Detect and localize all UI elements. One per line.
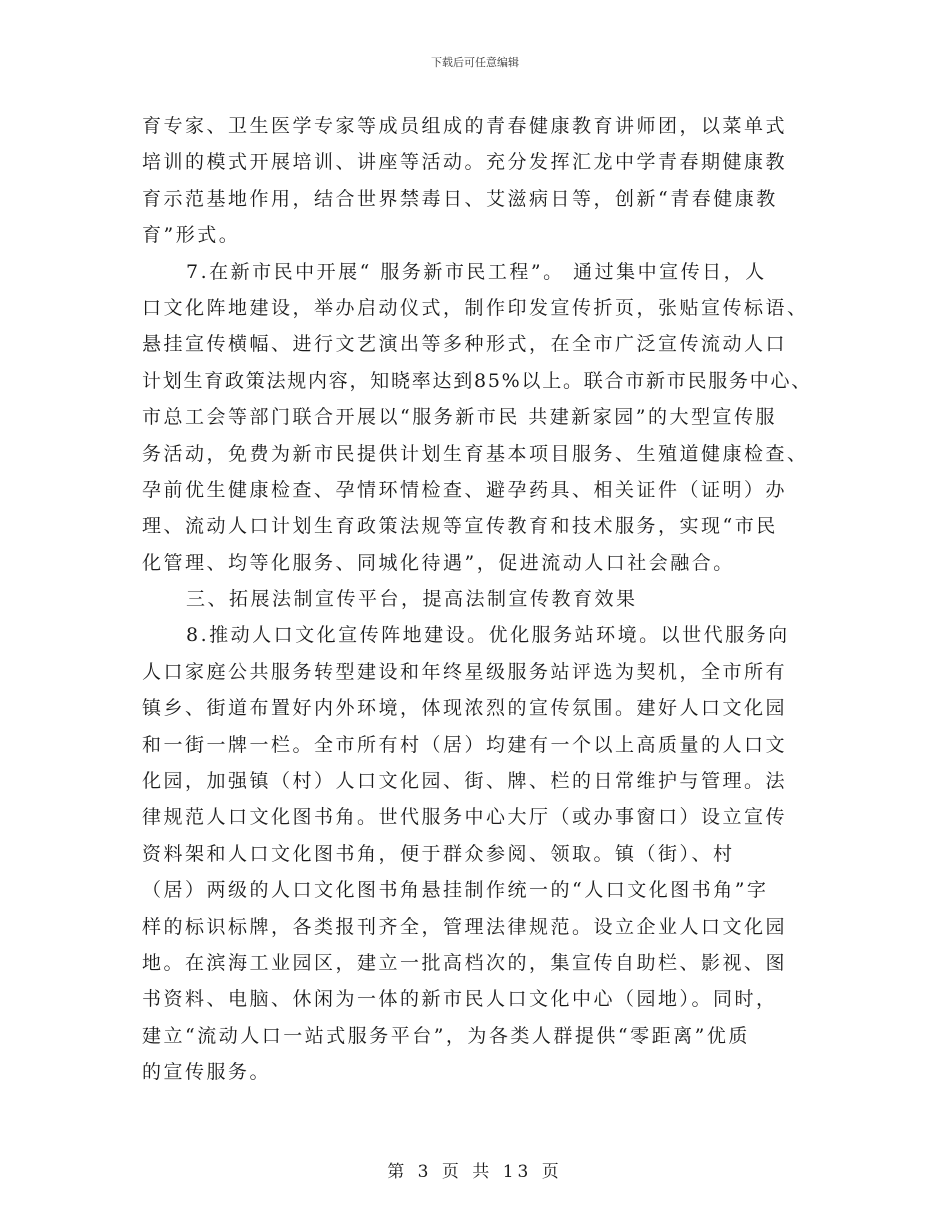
text-line: 孕前优生健康检查、孕情环情检查、避孕药具、相关证件（证明）办 — [142, 478, 788, 501]
text-line: 书资料、电脑、休闲为一体的新市民人口文化中心（园地）。同时， — [142, 988, 778, 1011]
text-line: 镇乡、街道布置好内外环境，体现浓烈的宣传氛围。建好人口文化园 — [142, 697, 788, 720]
text-line: 育专家、卫生医学专家等成员组成的青春健康教育讲师团，以菜单式 — [142, 115, 788, 137]
page-header: 下载后可任意编辑 — [431, 56, 519, 69]
paragraph-start-line: 8.推动人口文化宣传阵地建设。优化服务站环境。以世代服务向 — [186, 624, 790, 647]
text-line: 口文化阵地建设，举办启动仪式，制作印发宣传折页，张贴宣传标语、 — [142, 296, 809, 319]
document-body — [142, 108, 812, 1091]
paragraph-start-line: 7.在新市民中开展“ 服务新市民工程”。 通过集中宣传日，人 — [186, 260, 767, 283]
text-line: （居）两级的人口文化图书角悬挂制作统一的“人口文化图书角”字 — [142, 879, 769, 902]
text-line: 市总工会等部门联合开展以“服务新市民 共建新家园”的大型宣传服 — [142, 406, 777, 429]
text-line: 地。在滨海工业园区，建立一批高档次的，集宣传自助栏、影视、图 — [142, 951, 788, 974]
text-line: 计划生育政策法规内容，知晓率达到85%以上。联合市新市民服务中心、 — [142, 369, 812, 392]
text-line: 培训的模式开展培训、讲座等活动。充分发挥汇龙中学青春期健康教 — [142, 151, 788, 174]
text-line: 理、流动人口计划生育政策法规等宣传教育和技术服务，实现“市民 — [142, 515, 778, 538]
text-line: 律规范人口文化图书角。世代服务中心大厅（或办事窗口）设立宣传 — [142, 806, 788, 829]
text-line: 务活动，免费为新市民提供计划生育基本项目服务、生殖道健康检查、 — [142, 442, 809, 465]
text-line: 化园，加强镇（村）人口文化园、街、牌、栏的日常维护与管理。法 — [142, 770, 788, 793]
text-line: 育示范基地作用，结合世界禁毒日、艾滋病日等，创新“青春健康教 — [142, 187, 778, 210]
text-line: 和一街一牌一栏。全市所有村（居）均建有一个以上高质量的人口文 — [142, 733, 788, 756]
text-line: 样的标识标牌，各类报刊齐全，管理法律规范。设立企业人口文化园 — [142, 915, 788, 938]
text-line: 悬挂宣传横幅、进行文艺演出等多种形式，在全市广泛宣传流动人口 — [142, 333, 788, 356]
text-line: 化管理、均等化服务、同城化待遇”，促进流动人口社会融合。 — [142, 551, 735, 574]
text-line: 资料架和人口文化图书角，便于群众参阅、领取。镇（街）、村 — [142, 842, 735, 865]
page-number-footer: 第 3 页 共 13 页 — [387, 1162, 563, 1182]
text-line: 育”形式。 — [142, 224, 241, 247]
text-line: 人口家庭公共服务转型建设和年终星级服务站评选为契机，全市所有 — [142, 660, 788, 683]
text-line: 的宣传服务。 — [142, 1061, 272, 1084]
section-heading: 三、拓展法制宣传平台，提高法制宣传教育效果 — [186, 588, 638, 611]
text-line: 建立“流动人口一站式服务平台”，为各类人群提供“零距离”优质 — [142, 1024, 750, 1047]
